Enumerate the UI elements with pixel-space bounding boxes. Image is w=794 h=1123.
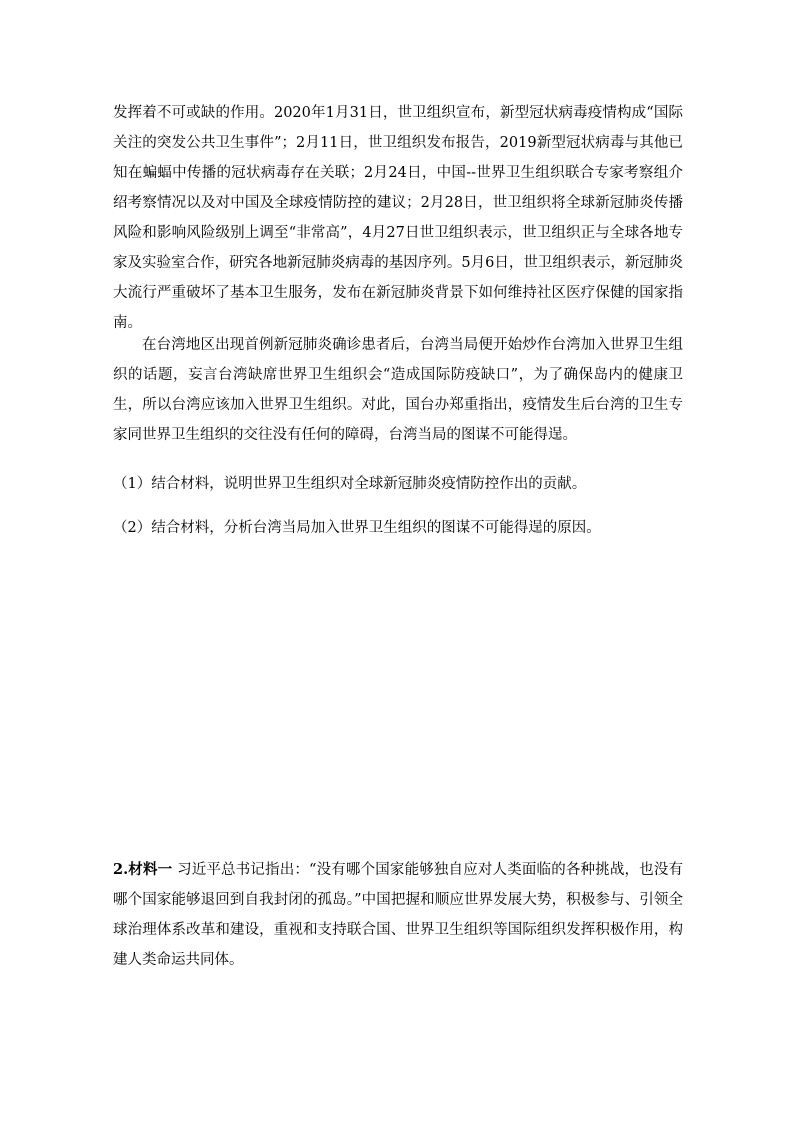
item-2-number: 2. (113, 861, 129, 878)
question-1: （1）结合材料，说明世界卫生组织对全球新冠肺炎疫情防控作出的贡献。 (113, 476, 587, 492)
material-paragraph-taiwan: 在台湾地区出现首例新冠肺炎确诊患者后，台湾当局便开始炒作台湾加入世界卫生组织的话题，妄言台湾缺席世界卫生组织会“造成国际防疫缺口”，为了确保岛内的健康卫生，所以台湾应该加入世界卫生组织。对此，国台办郑重指出，疫情发生后台湾的卫生专家同世界卫生组织的交往没有任何的障碍，台湾当局的图谋不可能得逞。 (113, 337, 683, 443)
material-paragraph-who-timeline: 发挥着不可或缺的作用。2020年1月31日，世卫组织宣布，新型冠状病毒疫情构成“国际关注的突发公共卫生事件”；2月11日，世卫组织发布报告，2019新型冠状病毒与其他已知在蝙蝠中传播的冠状病毒存在关联；2月24日，中国--世界卫生组织联合专家考察组介绍考察情况以及对中国及全球疫情防控的建议；2月28日，世卫组织将全球新冠肺炎传播风险和影响风险级别上调至“非常高”，4月27日世卫组织表示，世卫组织正与全球各地专家及实验室合作，研究各地新冠肺炎病毒的基因序列。5月6日，世卫组织表示，新冠肺炎大流行严重破坏了基本卫生服务，发布在新冠肺炎背景下如何维持社区医疗保健的国家指南。 (113, 105, 683, 331)
item-2-text: 习近平总书记指出：“没有哪个国家能够独自应对人类面临的各种挑战，也没有哪个国家能够退回到自我封闭的孤岛。”中国把握和顺应世界发展大势，积极参与、引领全球治理体系改革和建设，重视和支持联合国、世界卫生组织等国际组织发挥积极作用，构建人类命运共同体。 (113, 862, 683, 968)
item-2-material-label: 材料一 (128, 861, 173, 878)
question-2: （2）结合材料，分析台湾当局加入世界卫生组织的图谋不可能得逞的原因。 (113, 520, 601, 536)
item-2-material-one (113, 855, 683, 975)
